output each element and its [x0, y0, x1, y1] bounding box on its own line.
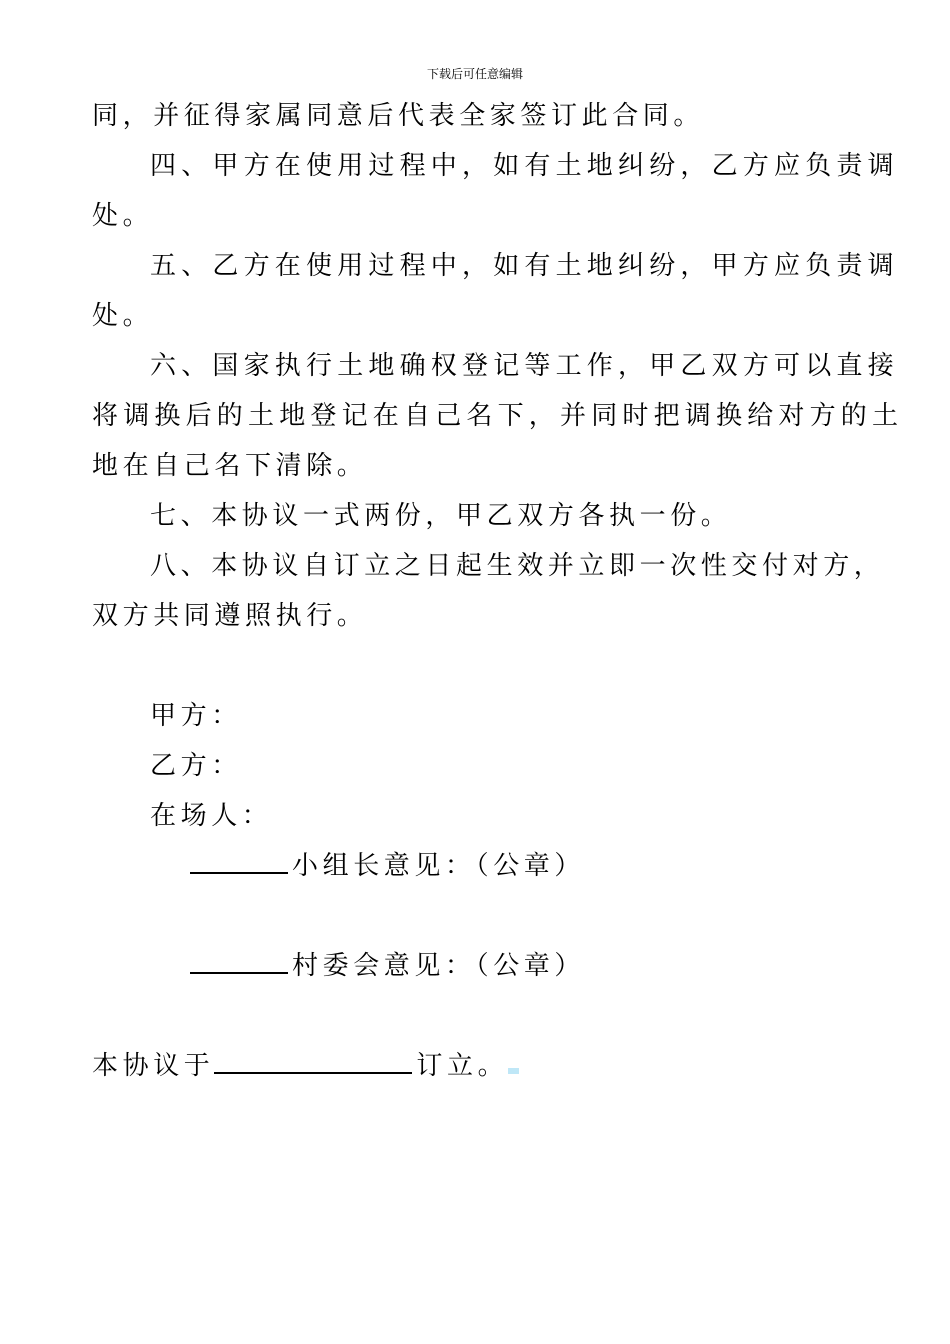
page-header: 下载后可任意编辑	[426, 67, 523, 81]
cursor-mark	[508, 1068, 519, 1074]
clause-5-line-1: 五、乙方在使用过程中，如有土地纠纷，甲方应负责调	[150, 251, 899, 281]
clause-6-line-1: 六、国家执行土地确权登记等工作，甲乙双方可以直接	[150, 351, 899, 381]
village-committee-label: 村委会意见：（公章）	[292, 951, 586, 981]
clause-4-line-1: 四、甲方在使用过程中，如有土地纠纷，乙方应负责调	[150, 151, 899, 181]
clause-4-line-2: 处。	[92, 201, 154, 231]
date-suffix: 订立。	[416, 1051, 509, 1081]
agreement-date-line	[92, 1050, 862, 1082]
date-prefix: 本协议于	[92, 1051, 215, 1081]
village-committee-opinion	[190, 950, 950, 982]
party-b-label: 乙方：	[150, 751, 242, 781]
clause-6-line-3: 地在自己名下清除。	[92, 451, 368, 481]
group-leader-opinion	[190, 850, 950, 882]
signature-blank-line	[190, 968, 288, 974]
clause-5-line-2: 处。	[92, 301, 154, 331]
witness-label: 在场人：	[150, 801, 273, 831]
date-blank-line	[214, 1068, 412, 1074]
signature-blank-line	[190, 868, 288, 874]
body-line-1: 同，并征得家属同意后代表全家签订此合同。	[92, 101, 705, 131]
clause-6-line-2: 将调换后的土地登记在自己名下，并同时把调换给对方的土	[92, 401, 904, 431]
clause-7-line-1: 七、本协议一式两份，甲乙双方各执一份。	[150, 501, 732, 531]
group-leader-label: 小组长意见：（公章）	[292, 851, 586, 881]
clause-8-line-1: 八、本协议自订立之日起生效并立即一次性交付对方，	[150, 551, 885, 581]
clause-8-line-2: 双方共同遵照执行。	[92, 601, 368, 631]
party-a-label: 甲方：	[150, 701, 242, 731]
